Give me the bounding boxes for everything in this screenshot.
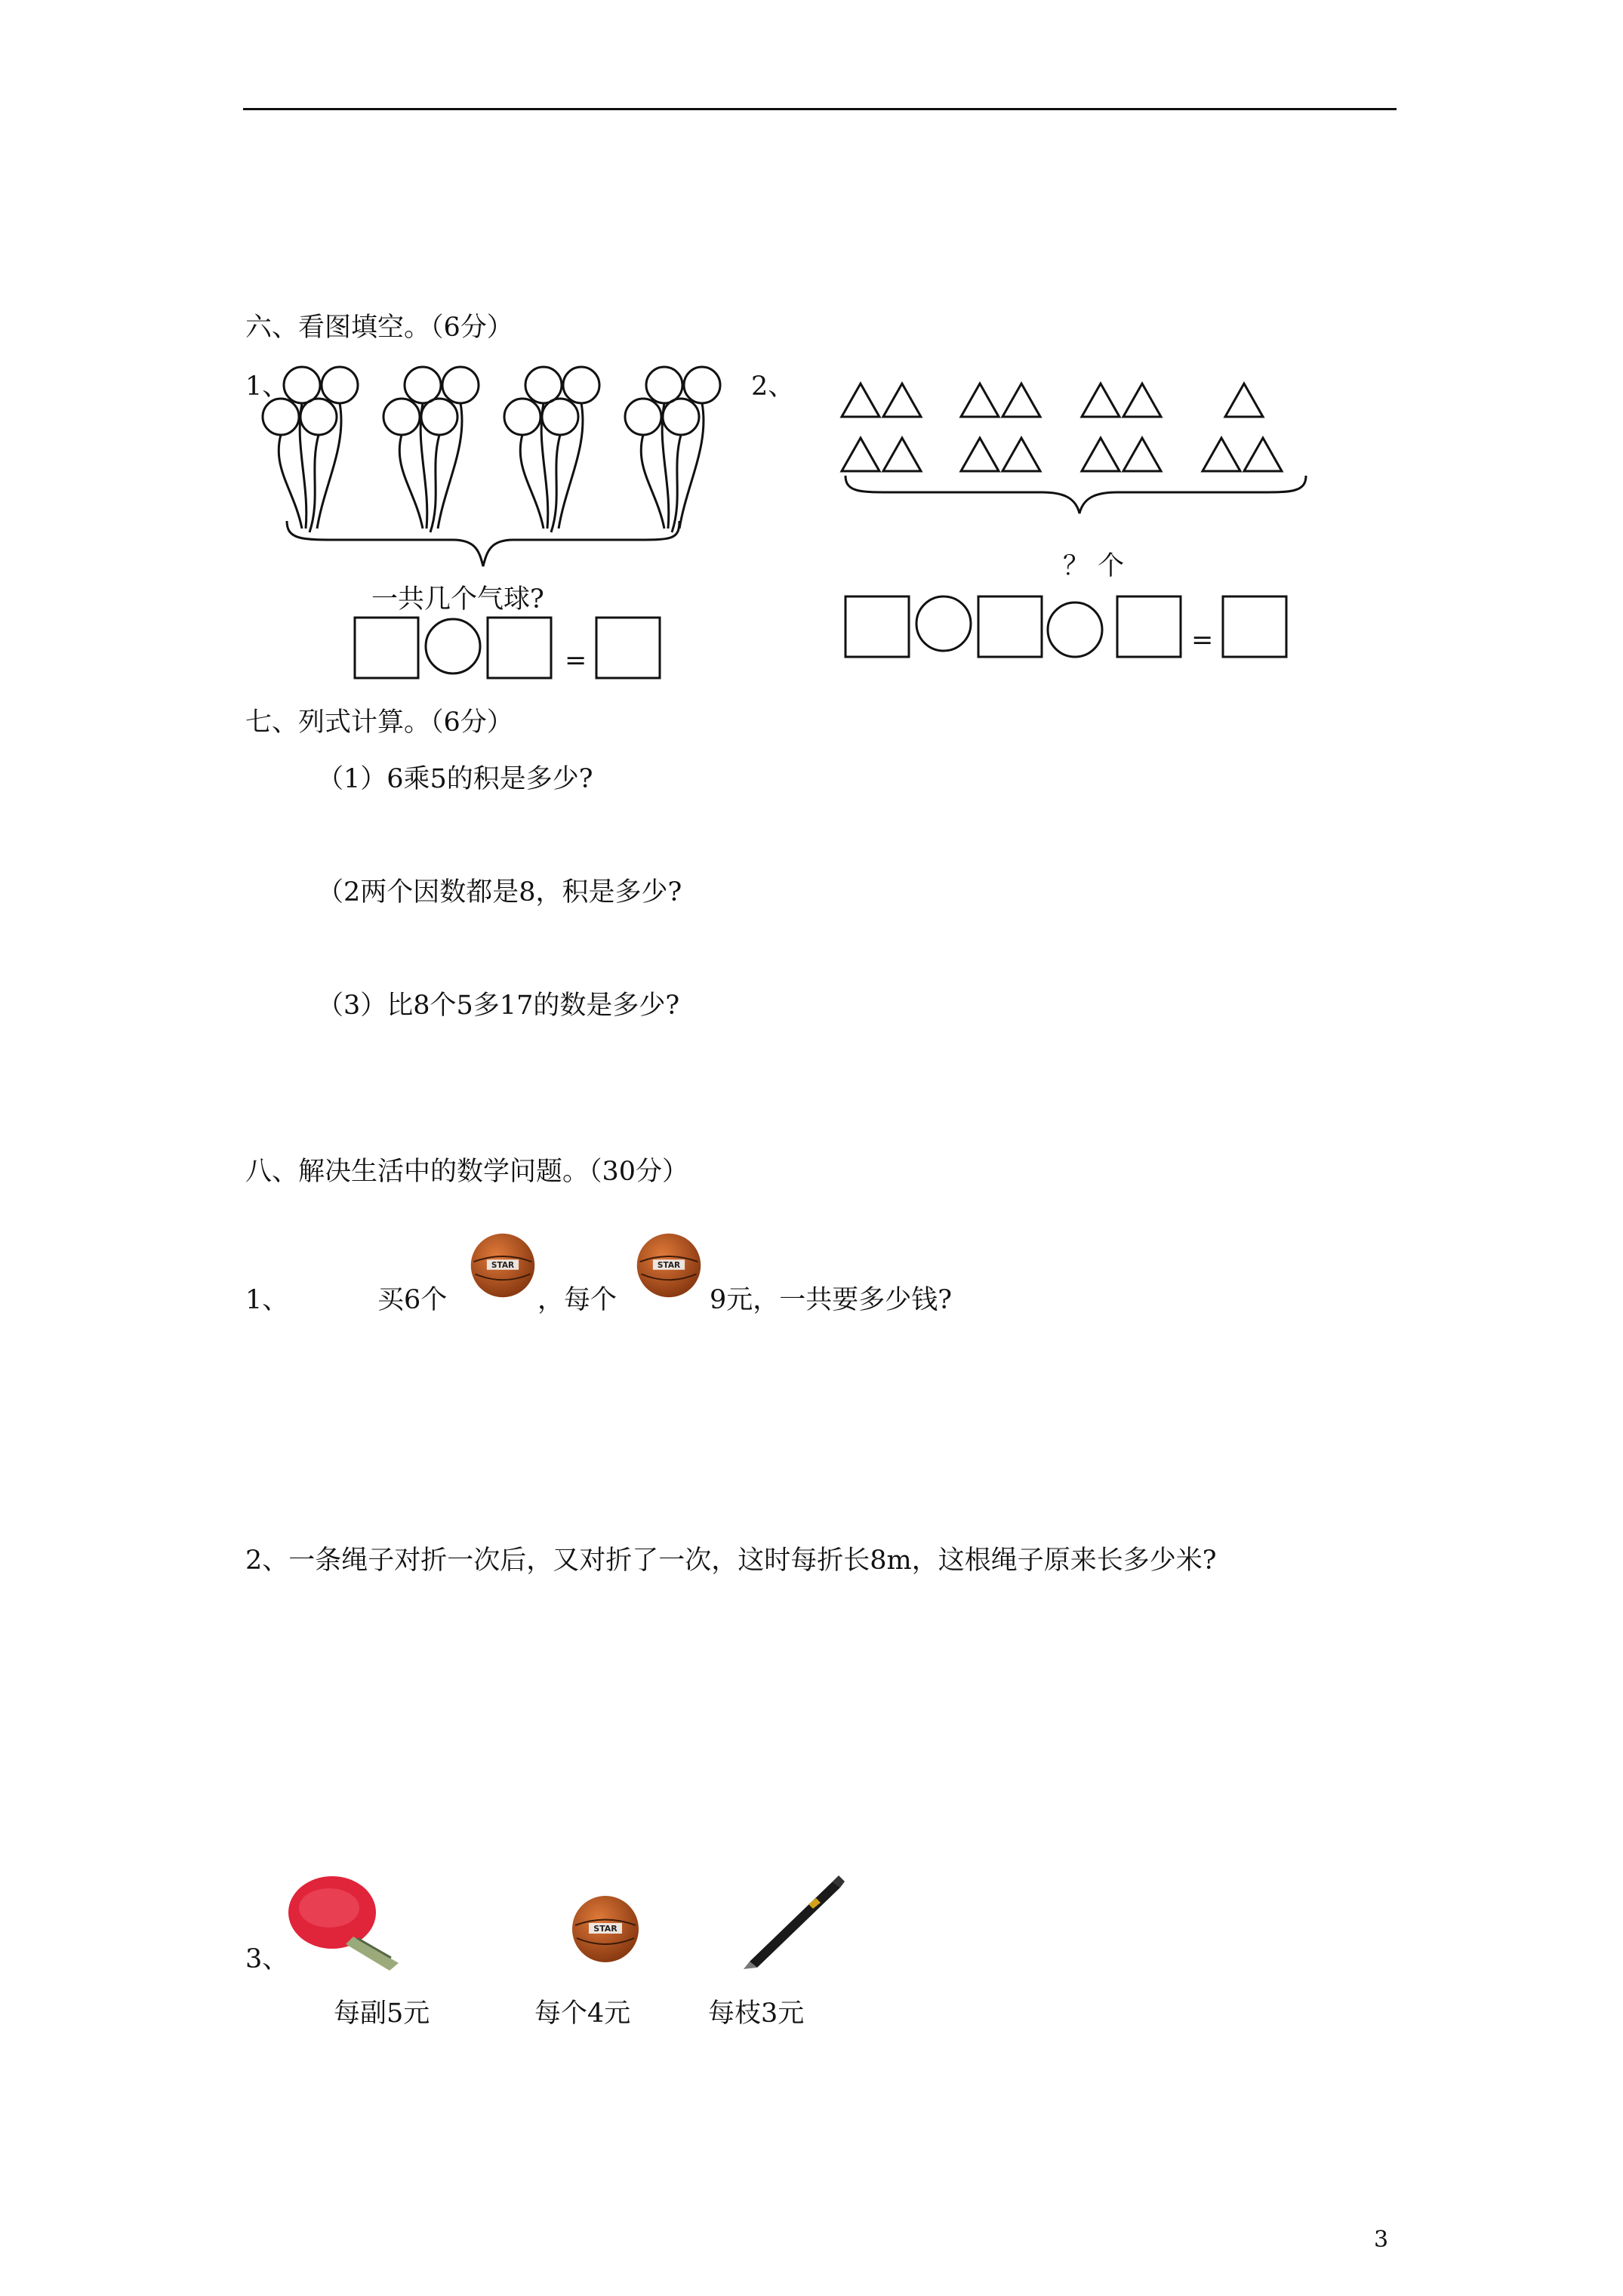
triangle-group-2 [961,384,1040,471]
header-rule [243,108,1397,110]
q1-number: 1、 [245,371,289,402]
pen-icon [736,1865,849,1971]
q8-1-part1: 买6个 [377,1285,448,1315]
q8-2: 2、一条绳子对折一次后，又对折了一次，这时每折长8m，这根绳子原来长多少米? [245,1546,1217,1576]
q1-caption: 一共几个气球? [371,584,544,615]
balloon-group-4 [625,367,720,532]
q2-caption: ？ 个 [1063,551,1125,581]
q8-3-price-ball: 每个4元 [534,1999,631,2029]
basketball-icon [568,1891,643,1967]
section7-item-1: （1）6乘5的积是多少? [317,764,593,794]
balloon-group-3 [504,367,599,532]
q2-number: 2、 [751,371,795,402]
q1-answer-boxes [347,612,664,683]
brace [845,476,1306,513]
q8-3-price-pen: 每枝3元 [708,1999,805,2029]
q8-3-number: 3、 [245,1944,289,1974]
ping-pong-paddle-icon [285,1869,406,1971]
balloon-group-1 [263,367,358,532]
basketball-icon [467,1229,539,1302]
q8-1-part2: ，每个 [537,1285,617,1315]
triangles-figure [838,378,1321,529]
section6-title: 六、看图填空。（6分） [245,313,513,343]
section7-item-2: （2两个因数都是8，积是多少? [317,877,682,908]
triangle-group-3 [1082,384,1161,471]
q8-1-number: 1、 [245,1285,289,1315]
section7-title: 七、列式计算。（6分） [245,707,513,738]
balloon-group-2 [383,367,479,532]
section8-title: 八、解决生活中的数学问题。（30分） [245,1157,689,1187]
q1-equal: = [565,646,587,676]
svg-text:STAR: STAR [491,1260,515,1270]
q2-equal: = [1191,625,1214,655]
section7-item-3: （3）比8个5多17的数是多少? [317,991,680,1021]
basketball-icon [633,1229,705,1302]
brace [287,521,679,566]
triangle-group-1 [842,384,921,471]
page-number: 3 [1374,2227,1389,2253]
q8-1-part3: 9元，一共要多少钱? [710,1285,953,1315]
svg-text:STAR: STAR [657,1260,681,1270]
svg-text:STAR: STAR [593,1924,617,1934]
triangle-group-4 [1203,384,1282,471]
q8-3-price-paddle: 每副5元 [334,1999,430,2029]
q2-answer-boxes [838,590,1291,662]
